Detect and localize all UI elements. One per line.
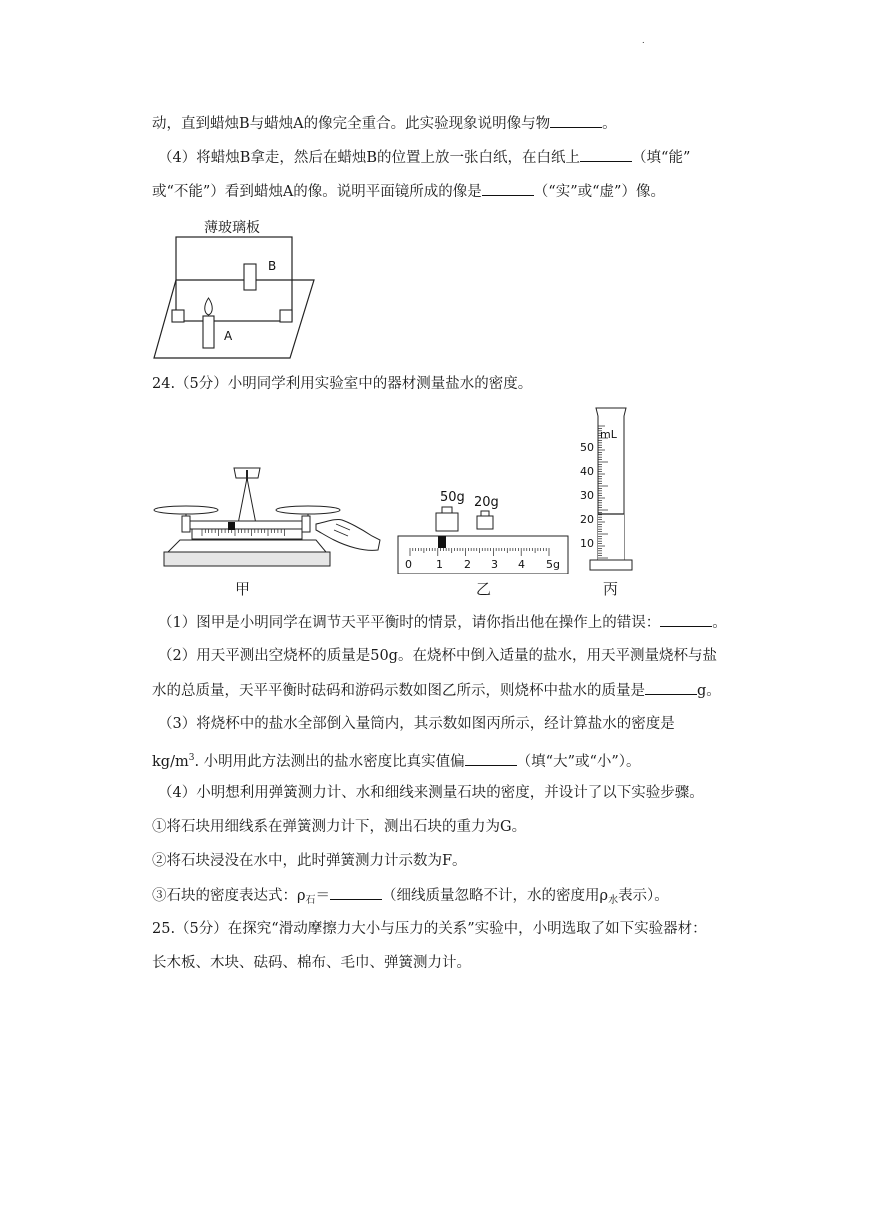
q24-part-3b-text: . 小明用此方法测出的盐水密度比真实值偏: [194, 754, 465, 770]
q24-part-1-text: （1）图甲是小明同学在调节天平平衡时的情景，请你指出他在操作上的错误：: [158, 615, 661, 631]
q25-stem: 25.（5分）在探究“滑动摩擦力大小与压力的关系”实验中，小明选取了如下实验器材：: [152, 921, 707, 937]
q24-part-1-end: 。: [712, 615, 727, 631]
q24-step-2: ②将石块浸没在水中，此时弹簧测力计示数为F。: [152, 853, 467, 869]
bing-tick-10: 10: [580, 537, 594, 550]
answer-blank-3[interactable]: [482, 181, 534, 196]
equals-sign: ＝: [315, 888, 331, 904]
yi-tick-3: 3: [491, 558, 498, 571]
glass-stand-right: [280, 310, 292, 322]
q24-part-2b: [152, 680, 721, 701]
answer-blank-1[interactable]: [550, 113, 602, 128]
header-dot: .: [642, 36, 645, 45]
yi-tick-2: 2: [464, 558, 471, 571]
q25-line-2: 长木板、木块、砝码、棉布、毛巾、弹簧测力计。: [152, 955, 471, 971]
figure-jia-balance: [150, 436, 382, 574]
q24-part-4: （4）小明想利用弹簧测力计、水和细线来测量石块的密度，并设计了以下实验步骤。: [158, 785, 704, 801]
q24-step-3-text: ③石块的密度表达式：ρ: [152, 888, 306, 904]
weight-50g-knob: [442, 507, 452, 513]
answer-blank-6[interactable]: [465, 751, 517, 766]
q23-line-1: [152, 113, 617, 134]
q24-stem: 24.（5分）小明同学利用实验室中的器材测量盐水的密度。: [152, 376, 533, 392]
answer-blank-4[interactable]: [660, 612, 712, 627]
right-nut: [302, 516, 310, 532]
q23-line-3-end: （“实”或“虚”）像。: [533, 184, 665, 200]
rho-stone-sub: 石: [305, 895, 316, 906]
left-nut: [182, 516, 190, 532]
mirror-title: 薄玻璃板: [204, 220, 260, 236]
flame-icon: [205, 298, 213, 315]
yi-tick-5g: 5g: [546, 558, 560, 571]
q24-part-3b: [152, 748, 641, 772]
caption-yi-label: 乙: [476, 580, 492, 598]
bing-tick-30: 30: [580, 489, 594, 502]
caption-bing-label: 丙: [603, 580, 619, 598]
answer-blank-7[interactable]: [330, 885, 382, 900]
bing-tick-40: 40: [580, 465, 594, 478]
weight-20g-icon: [477, 516, 493, 529]
q24-step-3: [152, 885, 669, 911]
q24-part-3b-end: （填“大”或“小”）。: [516, 754, 641, 770]
yi-tick-4: 4: [518, 558, 525, 571]
unit-ml: mL: [600, 428, 617, 441]
bing-tick-20: 20: [580, 513, 594, 526]
rider: [228, 522, 235, 530]
hand-icon: [316, 519, 380, 550]
q23-line-2-end: （填“能”: [632, 150, 691, 166]
weight-20g-label: 20g: [474, 495, 499, 510]
weight-50g-label: 50g: [440, 490, 465, 505]
q23-line-3-text: 或“不能”）看到蜡烛A的像。说明平面镜所成的像是: [152, 184, 482, 200]
answer-blank-5[interactable]: [645, 680, 697, 695]
q24-part-2b-text: 水的总质量，天平平衡时砝码和游码示数如图乙所示，则烧杯中盐水的质量是: [152, 683, 645, 699]
left-pan: [154, 506, 218, 514]
q24-part-1: [158, 612, 727, 633]
q24-step-1: ①将石块用细线系在弹簧测力计下，测出石块的重力为G。: [152, 819, 527, 835]
q24-part-3a: （3）将烧杯中的盐水全部倒入量筒内，其示数如图丙所示，经计算盐水的密度是: [158, 716, 675, 732]
q23-line-2-text: （4）将蜡烛B拿走，然后在蜡烛B的位置上放一张白纸，在白纸上: [158, 150, 581, 166]
candle-a: [203, 316, 214, 348]
cylinder-base: [590, 560, 632, 570]
q24-part-2a: （2）用天平测出空烧杯的质量是50g。在烧杯中倒入适量的盐水，用天平测量烧杯与盐: [158, 648, 717, 664]
density-unit-sup: 3: [188, 753, 195, 763]
beam: [184, 521, 310, 529]
q24-step-3-note: （细线质量忽略不计，水的密度用ρ: [382, 888, 609, 904]
balance-base: [168, 540, 326, 552]
figure-yi-weights: [396, 486, 572, 574]
q23-line-2: [158, 147, 690, 168]
yi-ruler: [398, 536, 568, 574]
plane-mirror-figure: [148, 212, 318, 362]
q23-line-1-end: 。: [602, 116, 617, 132]
label-b: B: [268, 259, 277, 273]
answer-blank-2[interactable]: [580, 147, 632, 162]
q23-line-3: [152, 181, 665, 202]
q24-step-3-end: 表示）。: [618, 888, 669, 904]
yi-tick-1: 1: [436, 558, 443, 571]
bing-tick-50: 50: [580, 441, 594, 454]
candle-b: [244, 264, 256, 290]
rho-water-sub: 水: [608, 895, 619, 906]
density-unit: kg/m: [152, 754, 189, 770]
figure-bing-cylinder: [578, 404, 646, 576]
weight-20g-knob: [481, 511, 489, 516]
balance-stand: [164, 552, 330, 566]
q24-part-2b-end: g。: [697, 683, 721, 699]
yi-rider: [438, 536, 446, 548]
right-pan: [276, 506, 340, 514]
glass-stand-left: [172, 310, 184, 322]
caption-jia-label: 甲: [235, 580, 251, 598]
label-a: A: [224, 329, 233, 343]
q23-line-1-text: 动，直到蜡烛B与蜡烛A的像完全重合。此实验现象说明像与物: [152, 116, 551, 132]
weight-50g-icon: [436, 513, 458, 531]
pointer: [238, 478, 256, 524]
glass-plate: [176, 237, 292, 321]
yi-tick-0: 0: [405, 558, 412, 571]
